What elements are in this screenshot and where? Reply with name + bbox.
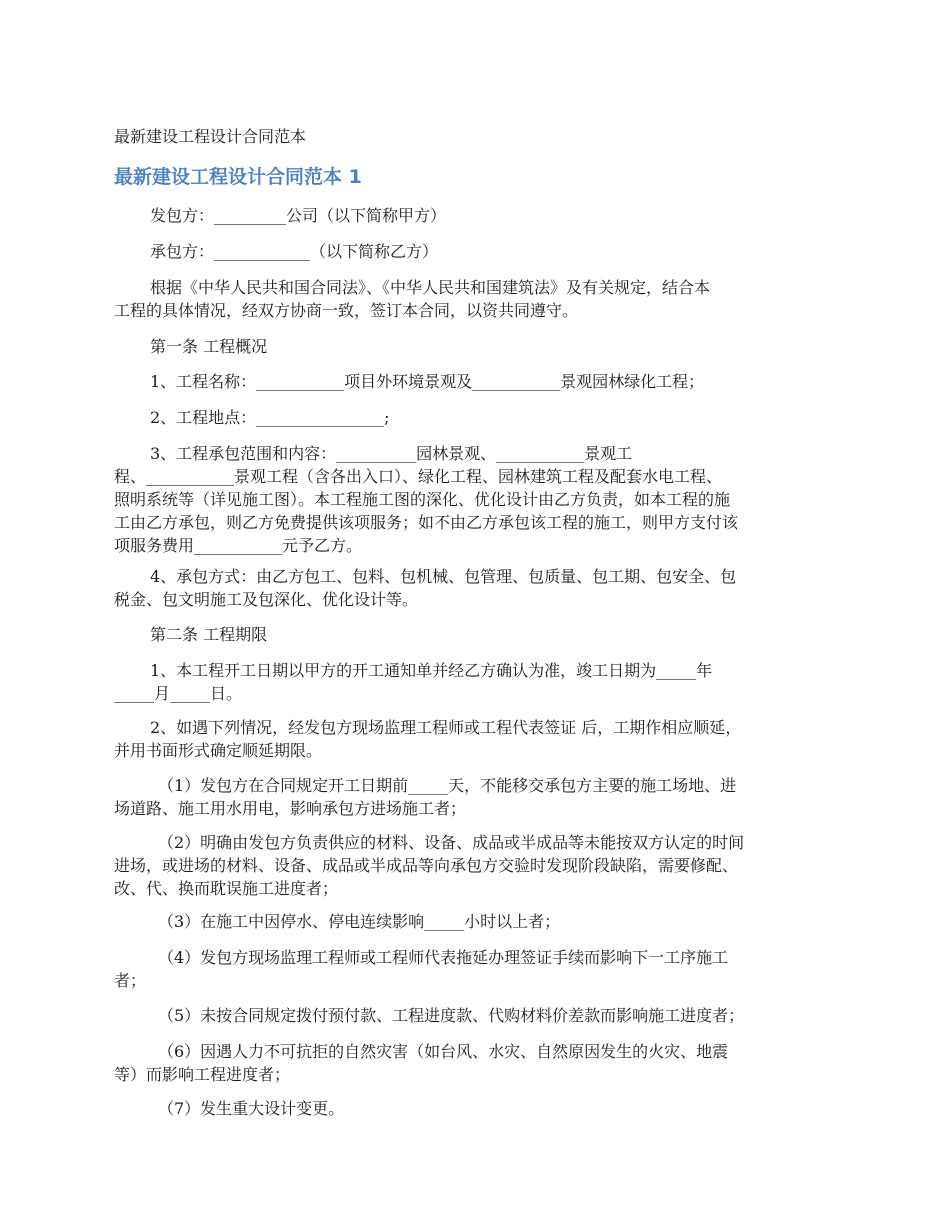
paragraph-contract-method xyxy=(114,565,834,611)
text-line: 4、承包方式：由乙方包工、包料、包机械、包管理、包质量、包工期、包安全、包 xyxy=(150,567,737,586)
running-header: 最新建设工程设计合同范本 xyxy=(114,127,307,146)
text-line: 1、本工程开工日期以甲方的开工通知单并经乙方确认为准，竣工日期为_____年 xyxy=(150,661,713,680)
paragraph-contractor xyxy=(114,240,834,263)
text-line: （7）发生重大设计变更。 xyxy=(158,1099,345,1118)
paragraph-employer xyxy=(114,204,834,227)
text-line: 程、___________景观工程（含各出入口）、绿化工程、园林建筑工程及配套水电工程、 xyxy=(114,467,723,486)
text-line: 2、工程地点：________________; xyxy=(150,408,390,427)
text-line: 改、代、换而耽误施工进度者； xyxy=(114,879,339,898)
text-line: 1、工程名称：___________项目外环境景观及___________景观园林绿化工程； xyxy=(150,372,705,391)
text-line: （1）发包方在合同规定开工日期前_____天，不能移交承包方主要的施工场地、进 xyxy=(158,776,737,795)
paragraph-dates xyxy=(114,659,834,705)
paragraph-scope xyxy=(114,442,834,557)
document-title: 最新建设工程设计合同范本 1 xyxy=(114,166,362,188)
paragraph-item-1 xyxy=(114,774,834,820)
text-line: 第二条 工程期限 xyxy=(150,625,268,644)
text-line: 3、工程承包范围和内容：__________园林景观、___________景观工 xyxy=(150,444,633,463)
text-line: 工程的具体情况，经双方协商一致，签订本合同，以资共同遵守。 xyxy=(114,301,579,320)
text-line: _____月_____日。 xyxy=(114,684,243,703)
text-line: 进场，或进场的材料、设备、成品或半成品等向承包方交验时发现阶段缺陷，需要修配、 xyxy=(114,856,739,875)
text-line: 等）而影响工程进度者； xyxy=(114,1065,291,1084)
text-line: （3）在施工中因停水、停电连续影响_____小时以上者； xyxy=(158,912,561,931)
text-line: 根据《中华人民共和国合同法》、《中华人民共和国建筑法》及有关规定，结合本 xyxy=(150,278,711,297)
paragraph-item-2 xyxy=(114,831,834,900)
text-line: 承包方：____________（以下简称乙方） xyxy=(150,242,439,261)
text-line: （5）未按合同规定拨付预付款、工程进度款、代购材料价差款而影响施工进度者； xyxy=(158,1006,745,1025)
heading-article-2 xyxy=(114,623,834,646)
text-line: 场道路、施工用水用电，影响承包方进场施工者； xyxy=(114,799,467,818)
text-line: 工由乙方承包，则乙方免费提供该项服务；如不由乙方承包该工程的施工，则甲方支付该 xyxy=(114,513,739,532)
text-line: 者； xyxy=(114,971,147,990)
paragraph-item-4 xyxy=(114,946,834,992)
paragraph-extension xyxy=(114,716,834,762)
text-line: 2、如遇下列情况，经发包方现场监理工程师或工程代表签证 后，工期作相应顺延， xyxy=(150,718,742,737)
paragraph-project-location xyxy=(114,406,834,429)
text-line: 税金、包文明施工及包深化、优化设计等。 xyxy=(114,590,419,609)
heading-article-1 xyxy=(114,335,834,358)
text-line: （6）因遇人力不可抗拒的自然灾害（如台风、水灾、自然原因发生的火灾、地震 xyxy=(158,1042,729,1061)
text-line: 项服务费用___________元予乙方。 xyxy=(114,536,363,555)
text-line: 照明系统等（详见施工图）。本工程施工图的深化、优化设计由乙方负责，如本工程的施 xyxy=(114,490,731,509)
paragraph-item-6 xyxy=(114,1040,834,1086)
text-line: 第一条 工程概况 xyxy=(150,337,268,356)
paragraph-project-name xyxy=(114,370,834,393)
paragraph-item-5 xyxy=(114,1004,834,1027)
text-line: 发包方：_________公司（以下简称甲方） xyxy=(150,206,447,225)
paragraph-item-3 xyxy=(114,910,834,933)
paragraph-preamble xyxy=(114,276,834,322)
text-line: （2）明确由发包方负责供应的材料、设备、成品或半成品等未能按双方认定的时间 xyxy=(158,833,745,852)
paragraph-item-7 xyxy=(114,1097,834,1120)
text-line: （4）发包方现场监理工程师或工程师代表拖延办理签证手续而影响下一工序施工 xyxy=(158,948,729,967)
text-line: 并用书面形式确定顺延期限。 xyxy=(114,741,323,760)
